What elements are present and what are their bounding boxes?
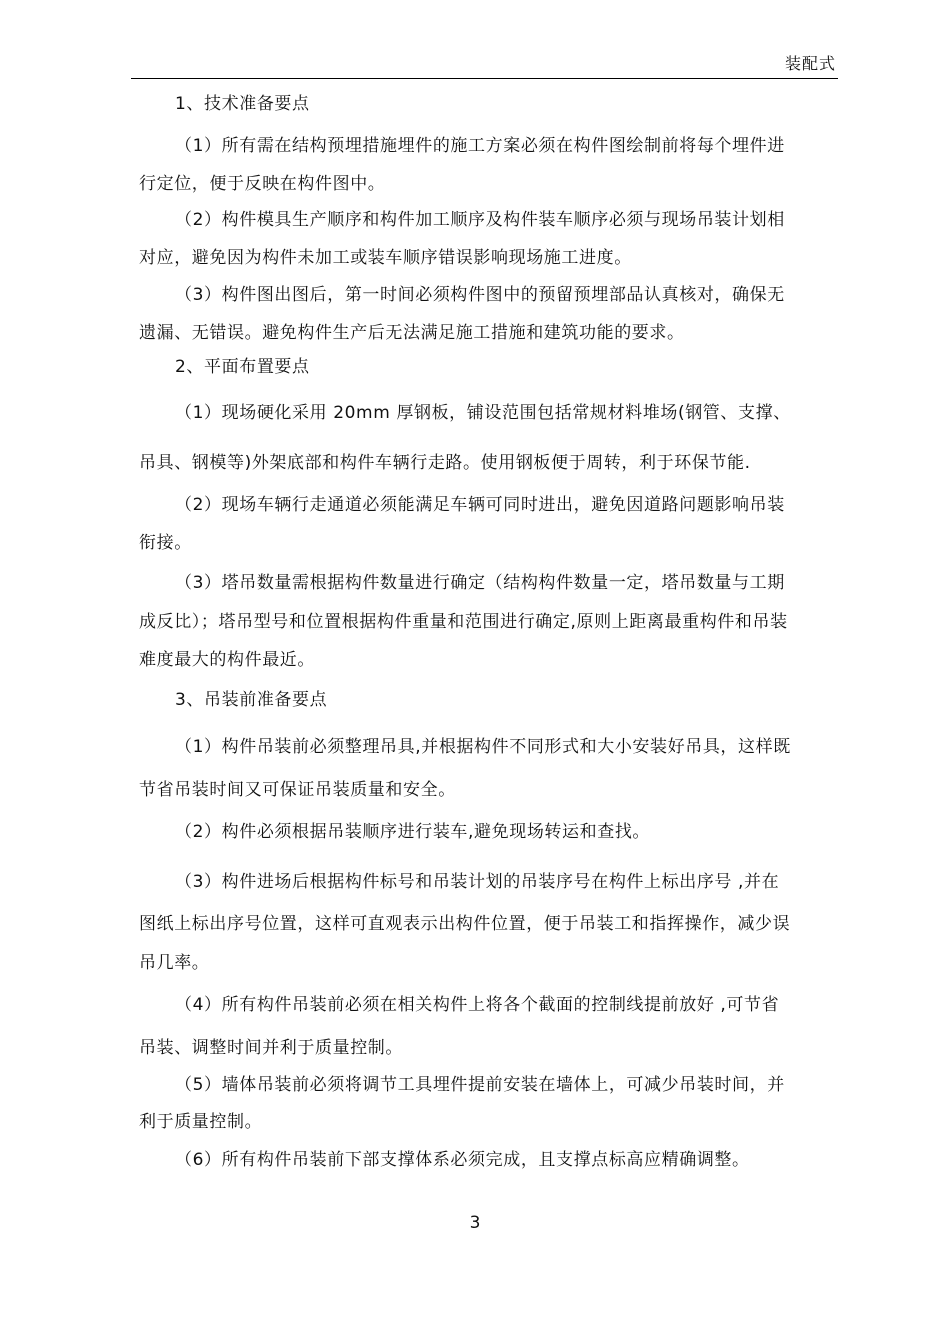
paragraph-line: （3）构件进场后根据构件标号和吊装计划的吊装序号在构件上标出序号 ,并在 <box>175 872 780 892</box>
paragraph-line: 吊装、调整时间并利于质量控制。 <box>139 1038 403 1058</box>
paragraph-line: 吊几率。 <box>139 953 210 973</box>
paragraph-line: 图纸上标出序号位置，这样可直观表示出构件位置，便于吊装工和指挥操作，减少误 <box>139 914 791 934</box>
header-title: 装配式 <box>784 54 836 73</box>
section-heading-layout: 2、平面布置要点 <box>175 357 310 377</box>
paragraph-line: （6）所有构件吊装前下部支撑体系必须完成，且支撑点标高应精确调整。 <box>175 1150 750 1170</box>
paragraph-line: （2）现场车辆行走通道必须能满足车辆可同时进出，避免因道路问题影响吊装 <box>175 495 785 515</box>
paragraph-line: 利于质量控制。 <box>139 1112 263 1132</box>
paragraph-line: 成反比）；塔吊型号和位置根据构件重量和范围进行确定,原则上距离最重构件和吊装 <box>139 612 788 632</box>
page-header <box>131 48 838 79</box>
paragraph-line: （4）所有构件吊装前必须在相关构件上将各个截面的控制线提前放好 ,可节省 <box>175 995 780 1015</box>
paragraph-line: （3）构件图出图后，第一时间必须构件图中的预留预埋部品认真核对，确保无 <box>175 285 785 305</box>
paragraph-line: 衔接。 <box>139 533 192 553</box>
page-number: 3 <box>469 1213 481 1233</box>
paragraph-line: （1）现场硬化采用 20mm 厚钢板，铺设范围包括常规材料堆场(钢管、支撑、 <box>175 403 791 423</box>
paragraph-line: （2）构件必须根据吊装顺序进行装车,避免现场转运和查找。 <box>175 822 651 842</box>
section-heading-technical-preparation: 1、技术准备要点 <box>175 94 310 114</box>
paragraph-line: 对应，避免因为构件未加工或装车顺序错误影响现场施工进度。 <box>139 248 632 268</box>
paragraph-line: （5）墙体吊装前必须将调节工具埋件提前安装在墙体上，可减少吊装时间，并 <box>175 1075 785 1095</box>
paragraph-line: 行定位，便于反映在构件图中。 <box>139 174 386 194</box>
paragraph-line: 遗漏、无错误。避免构件生产后无法满足施工措施和建筑功能的要求。 <box>139 323 685 343</box>
paragraph-line: 节省吊装时间又可保证吊装质量和安全。 <box>139 780 456 800</box>
paragraph-line: 吊具、钢模等)外架底部和构件车辆行走路。使用钢板便于周转，利于环保节能. <box>139 453 751 473</box>
paragraph-line: （2）构件模具生产顺序和构件加工顺序及构件装车顺序必须与现场吊装计划相 <box>175 210 785 230</box>
paragraph-line: （1）所有需在结构预埋措施埋件的施工方案必须在构件图绘制前将每个埋件进 <box>175 136 785 156</box>
paragraph-line: 难度最大的构件最近。 <box>139 650 315 670</box>
paragraph-line: （1）构件吊装前必须整理吊具,并根据构件不同形式和大小安装好吊具，这样既 <box>175 737 791 757</box>
paragraph-line: （3）塔吊数量需根据构件数量进行确定（结构构件数量一定，塔吊数量与工期 <box>175 573 785 593</box>
section-heading-lifting-preparation: 3、吊装前准备要点 <box>175 690 328 710</box>
